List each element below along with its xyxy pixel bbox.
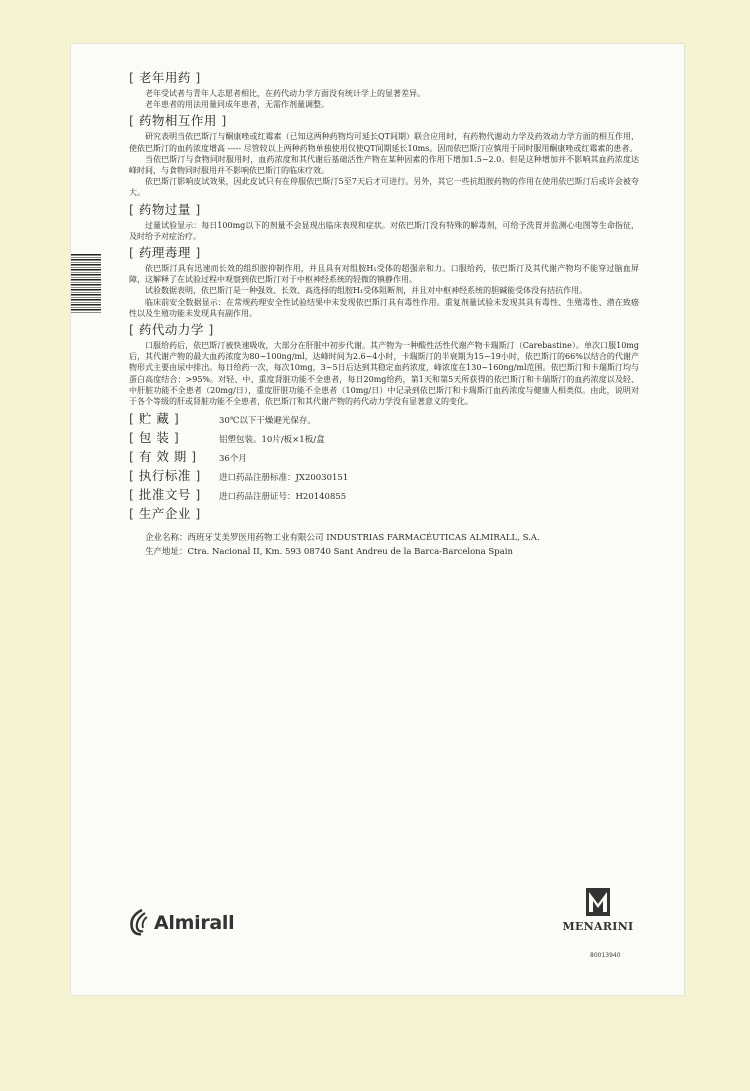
menarini-logo — [561, 888, 635, 933]
company-address-label: 生产地址： — [145, 547, 188, 558]
almirall-brand-name: Almirall — [154, 912, 235, 934]
info-value: 进口药品注册证号：H20140855 — [219, 492, 347, 503]
info-label: [ 贮 藏 ] — [129, 411, 180, 427]
section-elderly — [129, 70, 639, 110]
info-label: [ 生产企业 ] — [129, 506, 201, 522]
info-value: 36个月 — [219, 454, 247, 465]
section-interaction — [129, 113, 639, 198]
info-label: [ 执行标准 ] — [129, 468, 201, 484]
almirall-mark-icon — [128, 908, 150, 938]
info-label: [ 有 效 期 ] — [129, 449, 197, 465]
info-rows — [129, 411, 639, 525]
paragraph: 试验数据表明，依巴斯汀是一种强效、长效、高选择的组胺H₁受体阻断剂，并且对中枢神经系统的胆碱能受体没有拮抗作用。 — [145, 286, 588, 296]
info-row-validity — [129, 449, 639, 468]
section-heading: [ 老年用药 ] — [129, 70, 201, 85]
almirall-logo — [128, 908, 234, 938]
section-heading: [ 药物过量 ] — [129, 201, 201, 217]
leaflet-content — [129, 70, 639, 559]
section-toxicology — [129, 245, 639, 319]
info-row-storage — [129, 411, 639, 430]
info-row-standard — [129, 468, 639, 487]
paragraph: 老年受试者与青年人志愿者相比，在药代动力学方面没有统计学上的显著差异。 — [145, 89, 425, 98]
side-barcode — [71, 254, 101, 314]
info-label: [ 包 装 ] — [129, 430, 180, 446]
section-heading: [ 药代动力学 ] — [129, 322, 214, 338]
menarini-mark-icon — [586, 888, 610, 916]
company-name-value: 西班牙艾美罗医用药物工业有限公司 INDUSTRIAS FARMACÉUTICAS ALMIRALL, S.A. — [187, 533, 540, 544]
section-heading: [ 药物相互作用 ] — [129, 113, 227, 129]
company-info — [129, 531, 639, 559]
paragraph: 当依巴斯汀与食物同时服用时，血药浓度和其代谢后基础活性产物在某种因素的作用下增加1.5~2.0。但是这种增加并不影响其血药浓度达峰时间，与食物同时服用并不影响依巴斯汀的临床疗效。 — [129, 154, 639, 176]
info-value: 进口药品注册标准：JX20030151 — [219, 473, 349, 484]
info-row-approval — [129, 487, 639, 506]
company-name-label: 企业名称： — [145, 533, 188, 544]
section-heading: [ 药理毒理 ] — [129, 245, 201, 261]
paragraph: 依巴斯汀具有迅速而长效的组织胺抑制作用，并且具有对组胺H₁受体的超强亲和力。口服给药，依巴斯汀及其代谢产物均不能穿过脑血屏障，这解释了在试验过程中观察到依巴斯汀对于中枢神经系统的轻微的镇静作用。 — [129, 264, 639, 285]
paragraph: 依巴斯汀影响皮试效果，因此皮试只有在停服依巴斯汀5至7天后才可进行。另外，其它一些抗组胺药物的作用在使用依巴斯汀后或许会被夸大。 — [129, 177, 639, 198]
section-overdose — [129, 202, 639, 242]
company-address-line — [129, 545, 639, 559]
leaflet-sheet — [71, 44, 684, 995]
info-row-package — [129, 430, 639, 449]
info-value: 铝塑包装。10片/板×1板/盒 — [219, 435, 325, 446]
menarini-brand-name: MENARINI — [562, 920, 634, 933]
section-pharmacokinetics — [129, 322, 639, 407]
company-address-value: Ctra. Nacional II, Km. 593 08740 Sant Andreu de la Barca-Barcelona Spain — [187, 547, 513, 558]
paragraph: 临床前安全数据显示：在常规药理安全性试验结果中未发现依巴斯汀具有毒性作用。重复剂量试验未发现其具有毒性、生殖毒性、潜在致癌性以及生殖功能未发现具有副作用。 — [129, 297, 639, 318]
paragraph: 口服给药后，依巴斯汀被快速吸收，大部分在肝脏中初步代谢。其产物为一种酸性活性代谢产物卡瑞斯汀（Carebastine）。单次口服10mg后，其代谢产物的最大血药浓度为80~100ng/ml，达峰时间为2.6~4小时，卡瑞斯汀的半衰期为15~19小时，依巴斯汀的66%以结合的代谢产物形式主要由尿中排出。每日给药一次，每次10mg，3~5日后达到其稳定血药浓度，峰浓度在130~160ng/ml范围。依巴斯汀和卡瑞斯汀均与蛋白高度结合：>95%。对轻、中、重度肾脏功能不全患者，每日20mg给药，第1天和第5天所获得的依巴斯汀和卡瑞斯汀的血药浓度以及轻、中肝脏功能不全患者（20mg/日），重度肝脏功能不全患者（10mg/日）中记录到依巴斯汀和卡瑞斯汀血药浓度与健康人相类似。由此，说明对于各个等级的肝或肾脏功能不全患者，依巴斯汀和其代谢产物的药代动力学没有显著意义的变化。 — [129, 341, 639, 407]
info-value: 30℃以下干燥避光保存。 — [219, 416, 316, 427]
info-row-manufacturer — [129, 506, 639, 525]
print-code: 80013940 — [590, 952, 621, 959]
company-name-line — [129, 531, 639, 545]
paragraph: 过量试验显示：每日100mg以下的剂量不会显现出临床表现和症状。对依巴斯汀没有特殊的解毒剂，可给予洗胃并监测心电图等生命指征，及时给予对症治疗。 — [129, 220, 639, 241]
paragraph: 老年患者的用法用量同成年患者，无需作剂量调整。 — [145, 100, 329, 110]
info-label: [ 批准文号 ] — [129, 487, 201, 503]
paragraph: 研究表明当依巴斯汀与酮康唑或红霉素（已知这两种药物均可延长QT间期）联合应用时，有药物代谢动力学及药效动力学方面的相互作用，使依巴斯汀的血药浓度增高 ----- 尽管较以上两种药物单独使用仅使QT间期延长10ms。因而依巴斯汀应慎用于同时服用酮康唑或红霉素的患者。 — [129, 132, 639, 153]
